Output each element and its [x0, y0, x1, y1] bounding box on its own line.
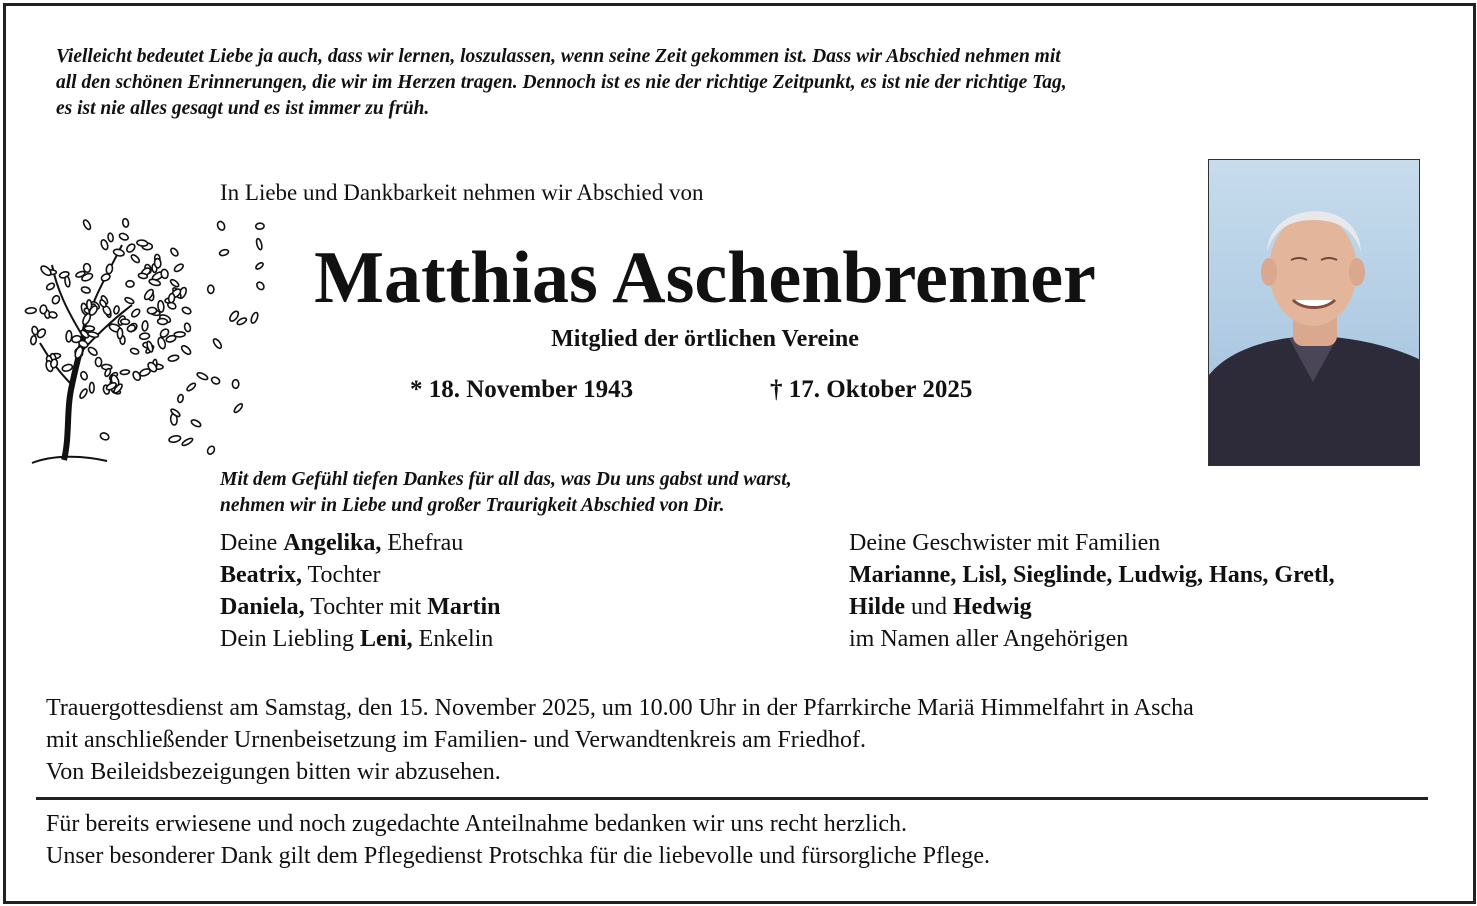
- tree-leaf: [169, 247, 179, 257]
- tree-leaf: [82, 219, 92, 231]
- tree-leaf: [142, 321, 148, 331]
- family-line: [849, 559, 1335, 591]
- tree-leaf: [80, 371, 89, 381]
- name-bold: Martin: [427, 594, 501, 620]
- tree-leaf: [30, 335, 37, 345]
- thanks-line: nehmen wir in Liebe und großer Traurigkeit Abschied von Dir.: [220, 495, 725, 516]
- tree-leaf: [216, 220, 226, 231]
- tree-leaf: [186, 382, 197, 392]
- text: Dein Liebling: [220, 626, 360, 652]
- tree-leaf: [100, 239, 109, 251]
- text: und: [905, 594, 954, 620]
- text: Ehefrau: [381, 530, 464, 556]
- tree-leaf: [126, 324, 136, 333]
- tree-leaf: [177, 394, 184, 403]
- tree-leaf: [157, 337, 167, 350]
- text: Tochter mit: [304, 594, 428, 620]
- tree-leaf: [154, 258, 161, 268]
- tree-leaf: [40, 305, 47, 314]
- tree-leaf: [46, 282, 56, 291]
- tree-leaf: [169, 278, 179, 288]
- tree-leaf: [66, 331, 72, 342]
- tree-leaf: [84, 326, 94, 331]
- tree-leaf: [122, 218, 129, 227]
- tree-leaf: [190, 419, 201, 428]
- name-bold: Angelika,: [283, 530, 382, 556]
- family-line: [220, 559, 501, 591]
- tree-leaf: [39, 264, 52, 277]
- tree-leaf: [107, 233, 113, 242]
- quote-line: Vielleicht bedeutet Liebe ja auch, dass wir lernen, loszulassen, wenn seine Zeit gekommen ist. Dass wir Abschied nehmen mit: [56, 46, 1061, 67]
- tree-leaf: [74, 346, 84, 359]
- family-line: Deine Geschwister mit Familien: [849, 530, 1161, 556]
- service-line: Von Beileidsbezeigungen bitten wir abzusehen.: [46, 759, 501, 785]
- tree-leaf: [117, 328, 123, 339]
- name-bold: Daniela,: [220, 594, 305, 620]
- family-line: im Namen aller Angehörigen: [849, 626, 1129, 652]
- death-date: † 17. Oktober 2025: [770, 376, 973, 403]
- quote-line: es ist nie alles gesagt und es ist immer zu früh.: [56, 98, 430, 119]
- tree-leaf: [130, 254, 141, 264]
- family-line: [220, 527, 501, 559]
- tree-leaf: [181, 437, 193, 447]
- tree-leaf: [157, 318, 167, 324]
- tree-leaf: [233, 403, 244, 414]
- service-line: Trauergottesdienst am Samstag, den 15. November 2025, um 10.00 Uhr in der Pfarrkirche Mariä Himmelfahrt in Ascha: [46, 695, 1194, 721]
- tree-leaf: [236, 317, 247, 326]
- name-bold: Hedwig: [953, 594, 1032, 620]
- service-line: mit anschließender Urnenbeisetzung im Familien- und Verwandtenkreis am Friedhof.: [46, 727, 867, 753]
- tree-leaf: [168, 435, 181, 444]
- tree-leaf: [64, 276, 70, 287]
- name-bold: Hilde: [849, 594, 906, 620]
- tree-leaf: [137, 239, 149, 246]
- birth-date: * 18. November 1943: [410, 376, 634, 403]
- tree-leaf: [206, 445, 216, 455]
- tree-leaf: [168, 354, 180, 362]
- tree-leaf: [126, 281, 134, 288]
- tree-leaf: [31, 326, 39, 336]
- tree-leaf: [184, 322, 192, 332]
- tree-leaf: [106, 264, 114, 274]
- tree-leaf: [208, 285, 214, 293]
- name-bold: Beatrix,: [220, 562, 302, 588]
- tree-leaf: [174, 332, 185, 337]
- name-bold: Leni,: [359, 626, 413, 652]
- names-bold: Marianne, Lisl, Sieglinde, Ludwig, Hans, Gretl,: [849, 562, 1335, 588]
- membership-line: Mitglied der örtlichen Vereine: [551, 326, 859, 352]
- family-line: [220, 623, 501, 655]
- thanks-line: Mit dem Gefühl tiefen Dankes für all das, was Du uns gabst und warst,: [220, 469, 792, 490]
- tree-leaf: [71, 335, 81, 343]
- tree-leaf: [125, 243, 136, 254]
- tree-leaf: [95, 357, 101, 366]
- tree-leaf: [61, 363, 73, 372]
- family-left: [220, 527, 501, 655]
- family-line: [849, 591, 1335, 623]
- thanks-text: [220, 467, 792, 519]
- family-right: [849, 527, 1335, 655]
- footer-line: Für bereits erwiesene und noch zugedachte Anteilnahme bedanken wir uns recht herzlich.: [46, 811, 908, 837]
- tree-leaf: [256, 223, 265, 230]
- footer-thanks: [46, 808, 990, 872]
- tree-leaf: [130, 347, 140, 355]
- tree-leaf: [130, 308, 141, 319]
- tree-leaf: [87, 346, 98, 357]
- tree-leaf: [113, 305, 120, 314]
- tree-leaf: [138, 273, 148, 279]
- text: Tochter: [301, 562, 381, 588]
- tree-leaf: [181, 306, 192, 315]
- tree-leaf: [210, 376, 220, 385]
- text: Enkelin: [412, 626, 494, 652]
- tree-leaf: [25, 307, 36, 314]
- tree-leaf: [160, 269, 168, 279]
- tree-leaf: [139, 333, 149, 340]
- tree-leaf: [180, 344, 192, 356]
- tree-leaf: [118, 232, 129, 241]
- tree-leaf: [232, 380, 239, 389]
- memorial-quote: [56, 44, 1316, 122]
- tree-leaf: [81, 286, 91, 294]
- tree-leaf: [113, 248, 125, 257]
- quote-line: all den schönen Erinnerungen, die wir im Herzen tragen. Dennoch ist es nie der richtige Zeitpunkt, es ist nie der richtige Tag,: [56, 72, 1067, 93]
- deceased-name: Matthias Aschenbrenner: [314, 237, 1096, 319]
- text: Deine: [220, 530, 284, 556]
- footer-line: Unser besonderer Dank gilt dem Pflegedienst Protschka für die liebevolle und fürsorgliche Pflege.: [46, 843, 990, 869]
- tree-leaf: [120, 319, 129, 325]
- tree-leaf: [124, 296, 134, 304]
- tree-leaf: [99, 432, 110, 441]
- tree-leaf: [79, 388, 89, 399]
- tree-leaf: [90, 382, 95, 393]
- family-line: [220, 591, 501, 623]
- tree-leaf: [120, 369, 130, 374]
- portrait-photo: [1208, 159, 1420, 466]
- tree-leaf: [147, 307, 157, 314]
- intro-line: In Liebe und Dankbarkeit nehmen wir Abschied von: [220, 180, 704, 205]
- tree-leaf: [173, 263, 184, 273]
- tree-leaf: [196, 371, 208, 380]
- tree-leaf: [157, 300, 164, 312]
- service-info: [46, 692, 1194, 788]
- tree-leaf: [51, 294, 61, 305]
- divider-rule: [36, 797, 1428, 800]
- tree-leaf: [168, 293, 175, 303]
